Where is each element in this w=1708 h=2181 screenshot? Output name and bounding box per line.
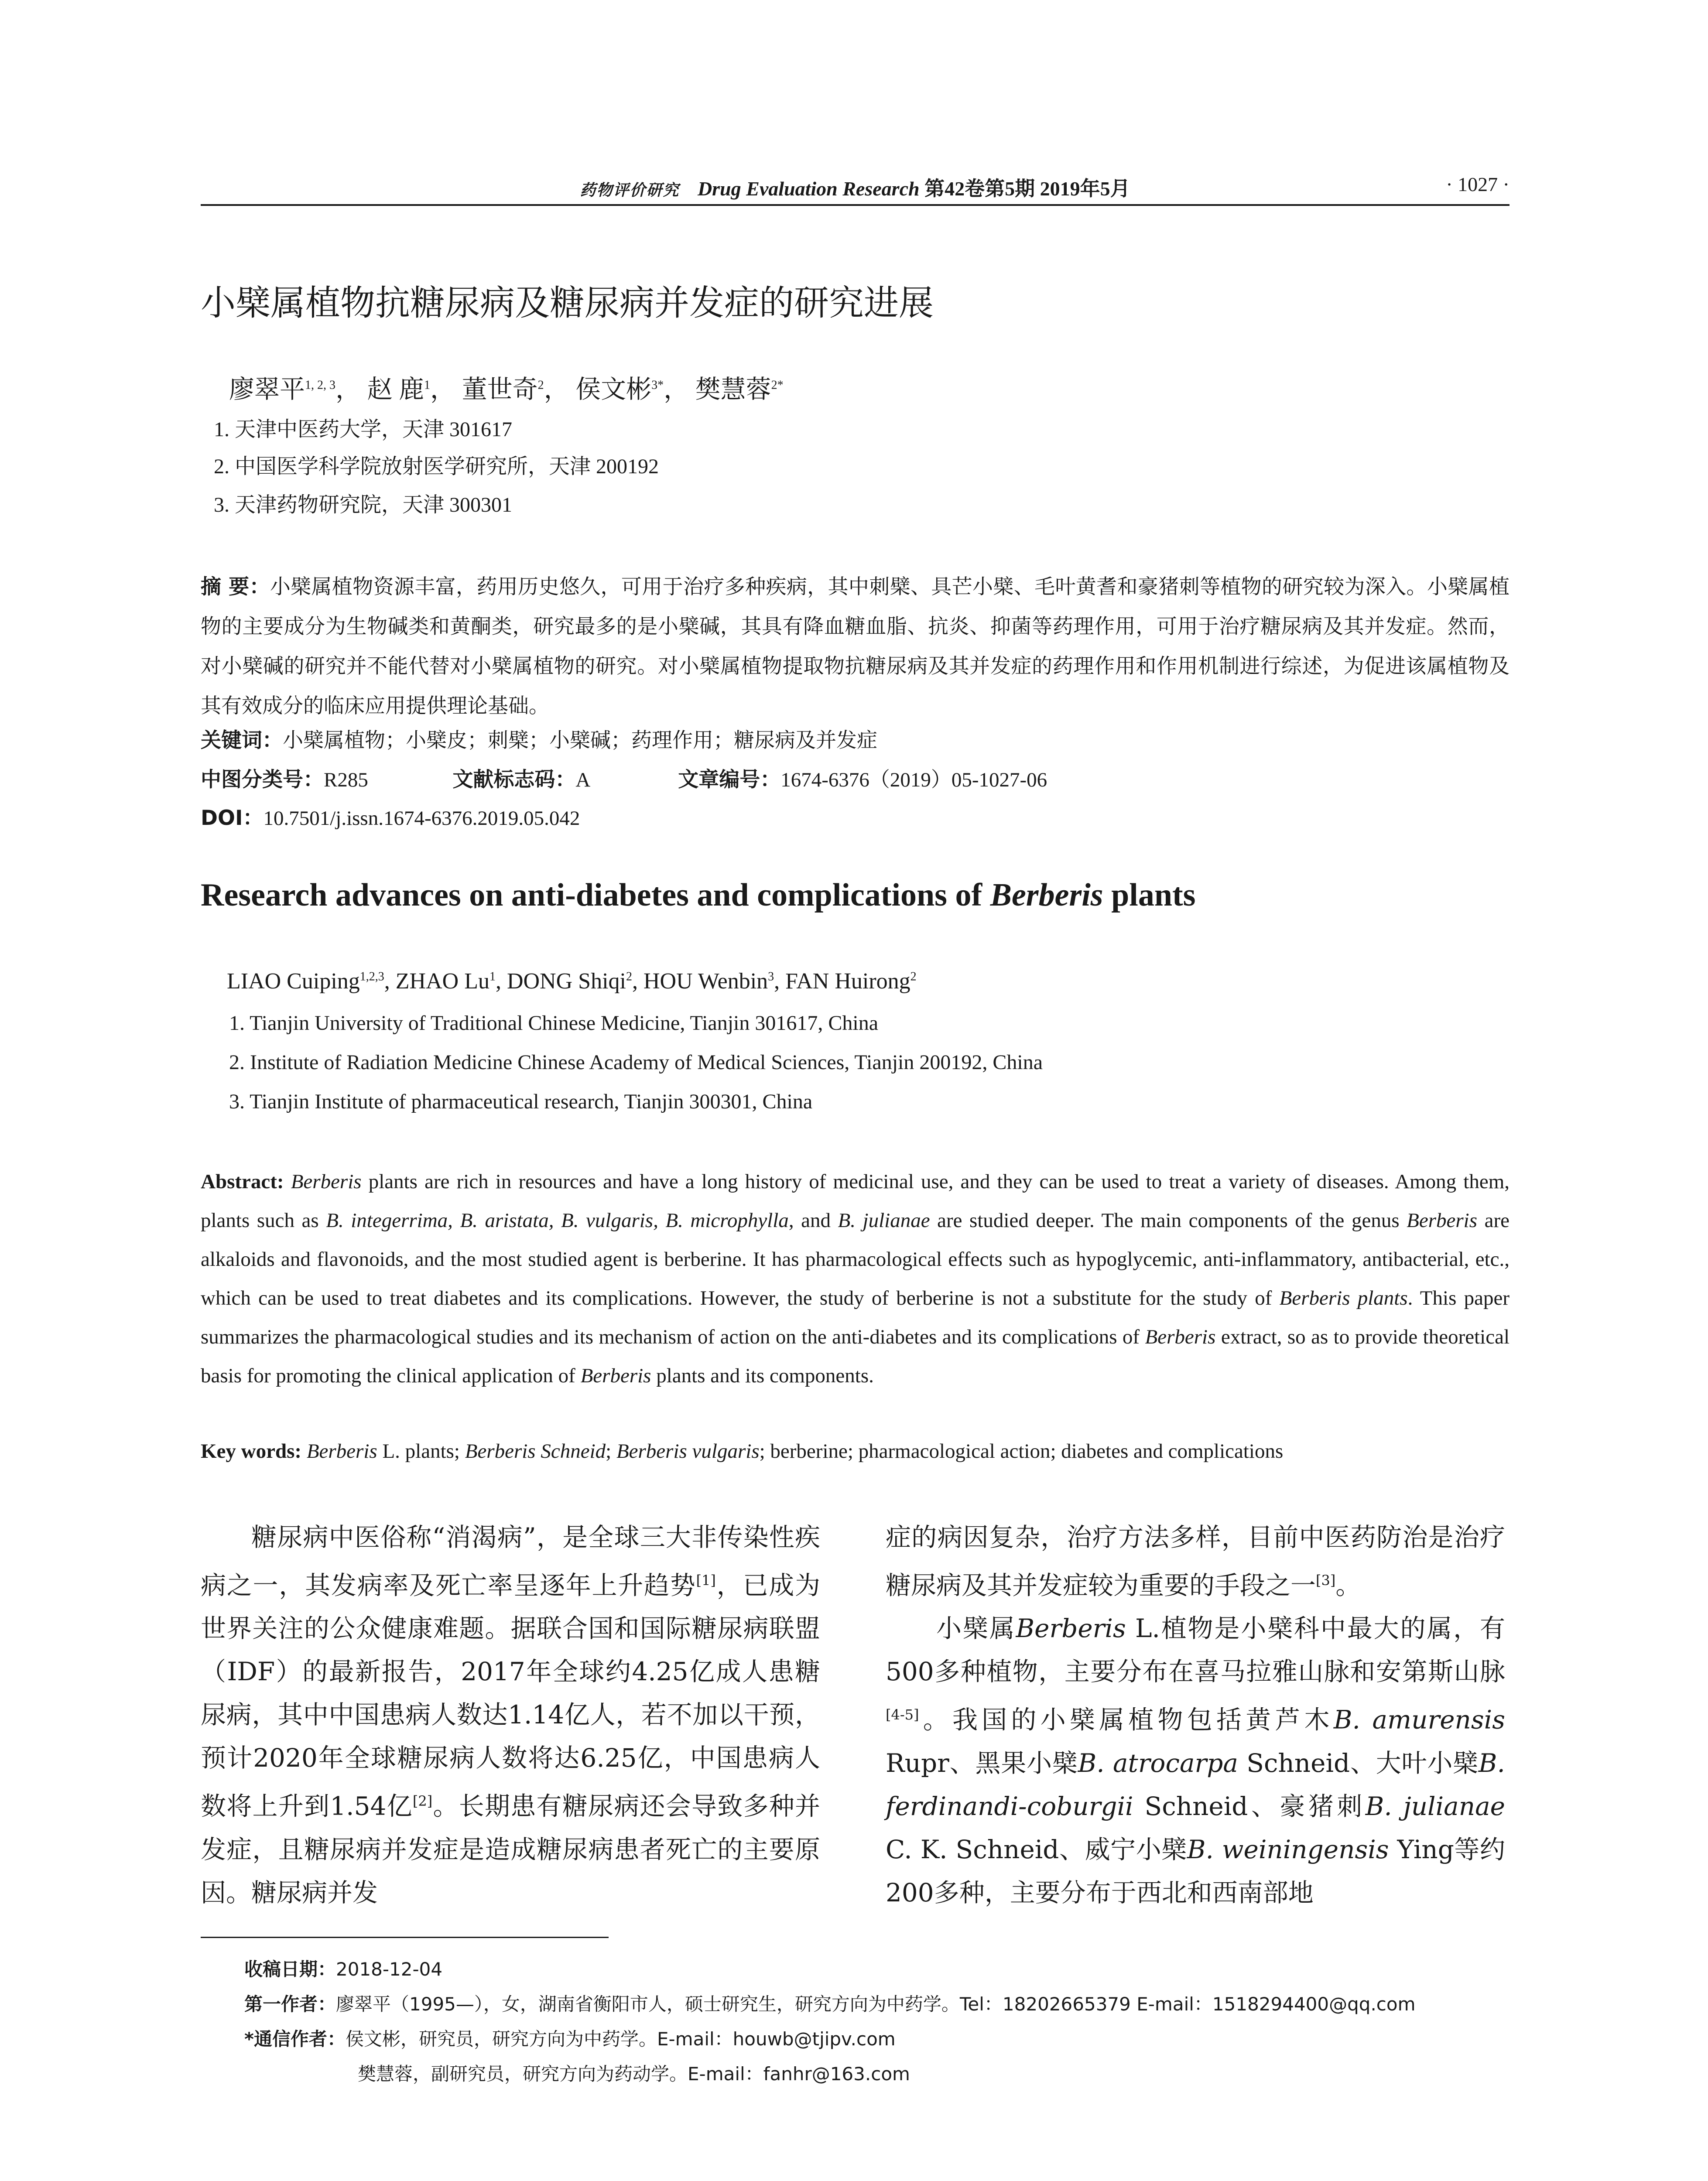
body-text: L.植物是小檗科中最大的属，有500多种植物，主要分布在喜马拉雅山脉和安第斯山脉 [886, 1614, 1505, 1687]
abstract-chinese [201, 567, 1509, 726]
body-paragraph [201, 1516, 820, 1914]
body-text: Schneid、大叶小檗 [1238, 1748, 1479, 1778]
abstract-en-italic: B. julianae [838, 1209, 930, 1232]
body-text: C. K. Schneid、威宁小檗 [886, 1834, 1187, 1864]
title-en-italic: Berberis [990, 877, 1103, 913]
author-cn: 赵 鹿 [367, 375, 424, 403]
abstract-cn-label: 摘 要： [201, 575, 270, 599]
abstract-en-italic: Berberis [291, 1170, 362, 1193]
author-cn: 董世奇 [462, 375, 538, 403]
body-text: Rupr、黑果小檗 [886, 1748, 1078, 1778]
affiliation-en-2: 2. Institute of Radiation Medicine Chinese Academy of Medical Sciences, Tianjin 200192, China [229, 1051, 1043, 1074]
abstract-en-italic: Berberis [1145, 1326, 1216, 1348]
author-en: ZHAO Lu [395, 969, 489, 994]
abstract-en-italic: Berberis [1407, 1209, 1478, 1232]
body-paragraph [886, 1516, 1505, 1607]
authors-english: LIAO Cuiping$^{1,2,3}$, ZHAO Lu$^1$, DONG Shiqi$^2$, HOU Wenbin$^3$, FAN Huirong$^2$ [227, 969, 917, 994]
abstract-en-italic: Berberis plants [1279, 1287, 1408, 1309]
running-header [201, 169, 1509, 206]
body-italic: B. weiningensis [1187, 1834, 1389, 1864]
abstract-en-text: . This paper summarizes the pharmacological studies and its mechanism of action on the anti-diabetes and its complications of [201, 1287, 1509, 1348]
received-date: 2018-12-04 [336, 1959, 443, 1980]
body-paragraph [886, 1607, 1505, 1914]
keyword-italic: Berberis [306, 1440, 377, 1463]
author-cn: 廖翠平 [229, 375, 305, 403]
author-sup: 3* [651, 378, 664, 392]
keyword-italic: Berberis vulgaris [616, 1440, 760, 1463]
abstract-english [201, 1162, 1509, 1395]
abstract-en-text: extract, so as to provide theoretical basis for promoting the clinical application of [201, 1326, 1510, 1387]
footnote-rule [201, 1937, 609, 1938]
body-text: 。长期患有糖尿病还会导致多种并发症，且糖尿病并发症是造成糖尿病患者死亡的主要原因。糖尿病并发 [201, 1791, 820, 1908]
doc-code-value: A [575, 769, 589, 791]
received-label: 收稿日期： [244, 1959, 336, 1980]
journal-logo: 药物评价研究 [580, 181, 680, 199]
clc-label: 中图分类号： [201, 768, 324, 792]
author-sup: 2 [626, 970, 632, 984]
body-column-left [201, 1516, 820, 1914]
abstract-en-text: plants and its components. [651, 1364, 874, 1387]
affiliation-en-1: 1. Tianjin University of Traditional Chinese Medicine, Tianjin 301617, China [229, 1012, 879, 1035]
page-number: · 1027 · [1446, 173, 1509, 195]
authors-chinese: 廖翠平$^{1, 2, 3}$， 赵 鹿$^1$， 董世奇$^2$， 侯文彬$^{3*}$， 樊慧蓉$^{2*}$ [229, 375, 784, 403]
citation: [4-5] [886, 1706, 919, 1723]
author-sup: 3 [768, 970, 774, 984]
abstract-en-text: are alkaloids and flavonoids, and the most studied agent is berberine. It has pharmacological effects such as hypoglycemic, anti-inflammatory, antibacterial, etc., which can be used to treat diabetes and its complications. However, the study of berberine is not a substitute for the study of [201, 1209, 1509, 1309]
first-author-info: 廖翠平（1995—），女，湖南省衡阳市人，硕士研究生，研究方向为中药学。Tel：18202665379 E-mail：1518294400@qq.com [336, 1993, 1416, 2015]
journal-name: Drug Evaluation Research [697, 178, 920, 200]
author-en: HOU Wenbin [643, 969, 768, 994]
header-center [201, 173, 1509, 202]
author-sup: 2 [537, 378, 544, 392]
author-sup: 2 [910, 970, 917, 984]
article-number-label: 文章编号： [678, 768, 781, 792]
affiliation-en-3: 3. Tianjin Institute of pharmaceutical research, Tianjin 300301, China [229, 1090, 813, 1113]
doi-line [201, 802, 580, 831]
footnote-first-author [244, 1990, 1416, 2016]
corresponding-info-1: 侯文彬，研究员，研究方向为中药学。E-mail：houwb@tjipv.com [345, 2028, 896, 2050]
body-italic: B. atrocarpa [1078, 1748, 1238, 1778]
citation: [3] [1316, 1572, 1336, 1589]
body-italic: B. julianae [1365, 1791, 1505, 1821]
body-text: ，已成为世界关注的公众健康难题。据联合国和国际糖尿病联盟（IDF）的最新报告，2017年全球约4.25亿成人患糖尿病，其中中国患病人数达1.14亿人，若不加以干预，预计2020年全球糖尿病人数将达6.25亿，中国患病人数将上升到1.54亿 [201, 1570, 820, 1821]
body-text: 糖尿病中医俗称“消渴病”，是全球三大非传染性疾病之一，其发病率及死亡率呈逐年上升趋势 [201, 1522, 820, 1600]
footnote-corresponding-2: 樊慧蓉，副研究员，研究方向为药动学。E-mail：fanhr@163.com [358, 2063, 910, 2085]
body-text: 。我国的小檗属植物包括黄芦木 [919, 1705, 1334, 1735]
author-en: DONG Shiqi [507, 969, 626, 994]
author-sup: 1, 2, 3 [305, 378, 336, 392]
title-en-post: plants [1103, 877, 1196, 913]
abstract-en-italic: B. integerrima, B. aristata, B. vulgaris, B. microphylla [326, 1209, 789, 1232]
author-sup: 2* [771, 378, 784, 392]
article-number-value: 1674-6376（2019）05-1027-06 [780, 769, 1047, 791]
abstract-en-text: , and [788, 1209, 838, 1232]
footnote-received [244, 1955, 442, 1981]
body-column-right [886, 1516, 1505, 1914]
keyword-italic: Berberis Schneid [465, 1440, 606, 1463]
body-text: 。 [1335, 1570, 1361, 1600]
issue-info: 第42卷第5期 2019年5月 [924, 178, 1130, 200]
abstract-cn-text: 小檗属植物资源丰富，药用历史悠久，可用于治疗多种疾病，其中刺檗、具芒小檗、毛叶黄耆和豪猪刺等植物的研究较为深入。小檗属植物的主要成分为生物碱类和黄酮类，研究最多的是小檗碱，其具有降血糖血脂、抗炎、抑菌等药理作用，可用于治疗糖尿病及其并发症。然而，对小檗碱的研究并不能代替对小檗属植物的研究。对小檗属植物提取物抗糖尿病及其并发症的药理作用和作用机制进行综述，为促进该属植物及其有效成分的临床应用提供理论基础。 [201, 576, 1509, 718]
body-text: Schneid、豪猪刺 [1133, 1791, 1366, 1821]
keywords-chinese [201, 724, 877, 753]
title-en-pre: Research advances on anti-diabetes and complications of [201, 877, 990, 913]
clc-value: R285 [324, 769, 368, 791]
footnote-corresponding [244, 2025, 896, 2051]
keywords-cn-text: 小檗属植物；小檗皮；刺檗；小檗碱；药理作用；糖尿病及并发症 [283, 729, 877, 752]
affiliation-cn-3: 3. 天津药物研究院，天津 300301 [214, 493, 513, 516]
abstract-en-text: are studied deeper. The main components of the genus [930, 1209, 1407, 1232]
affiliation-cn-1: 1. 天津中医药大学，天津 301617 [214, 418, 513, 441]
keywords-cn-label: 关键词： [201, 728, 283, 752]
author-sup: 1,2,3 [359, 970, 384, 984]
author-cn: 侯文彬 [575, 375, 652, 403]
doi-label: DOI： [201, 806, 264, 830]
title-english [201, 877, 1195, 914]
title-chinese: 小檗属植物抗糖尿病及糖尿病并发症的研究进展 [201, 283, 934, 323]
body-text: Ying等约200多种，主要分布于西北和西南部地 [886, 1834, 1505, 1908]
body-text: 小檗属 [936, 1614, 1016, 1644]
first-author-label: 第一作者： [244, 1993, 336, 2015]
keyword-text: ; [606, 1440, 616, 1463]
author-cn: 樊慧蓉 [695, 375, 771, 403]
body-text: 症的病因复杂，治疗方法多样，目前中医药防治是治疗糖尿病及其并发症较为重要的手段之一 [886, 1522, 1505, 1600]
abstract-en-text: plants are rich in resources and have a long history of medicinal use, and they can be used to treat a variety of diseases. Among them, plants such as [201, 1170, 1510, 1232]
author-sup: 1 [424, 378, 431, 392]
keywords-english [201, 1439, 1509, 1463]
author-en: LIAO Cuiping [227, 969, 360, 994]
citation: [1] [696, 1572, 716, 1589]
keywords-en-label: Key words: [201, 1440, 302, 1463]
body-italic: B. amurensis [1333, 1705, 1505, 1735]
keyword-text: L. plants; [377, 1440, 465, 1463]
abstract-en-italic: Berberis [580, 1364, 651, 1387]
keyword-text: ; berberine; pharmacological action; diabetes and complications [759, 1440, 1284, 1463]
author-en: FAN Huirong [785, 969, 910, 994]
doi-value: 10.7501/j.issn.1674-6376.2019.05.042 [263, 807, 580, 830]
body-italic: B. ferdinandi-coburgii [886, 1748, 1505, 1821]
author-sup: 1 [489, 970, 496, 984]
body-italic: Berberis [1016, 1614, 1126, 1644]
citation: [2] [412, 1793, 433, 1810]
abstract-en-label: Abstract: [201, 1170, 284, 1193]
classification-line [201, 763, 1047, 793]
corresponding-label: *通信作者： [244, 2028, 346, 2050]
affiliation-cn-2: 2. 中国医学科学院放射医学研究所，天津 200192 [214, 455, 659, 478]
doc-code-label: 文献标志码： [452, 768, 576, 792]
